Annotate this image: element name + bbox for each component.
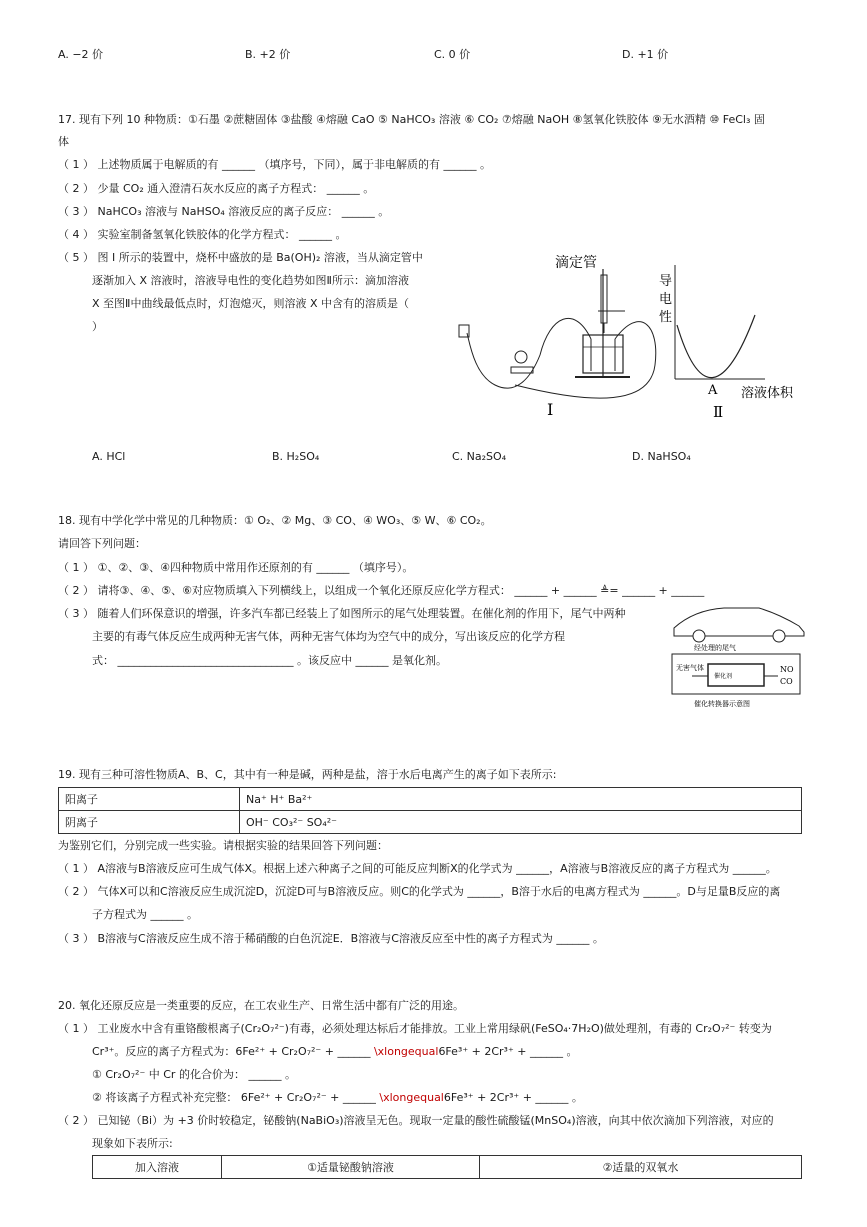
graph-min-label: A <box>708 383 718 398</box>
car-wheel-front-icon <box>693 630 705 642</box>
q17-stem-line1: 17. 现有下列 10 种物质：①石墨 ②蔗糖固体 ③盐酸 ④熔融 CaO ⑤ NaHCO₃ 溶液 ⑥ CO₂ ⑦熔融 NaOH ⑧氢氧化铁胶体 ⑨无水酒精 ⑩ FeCl₃ 固 <box>58 113 765 126</box>
q20-part1-line2-a: Cr³⁺。反应的离子方程式为：6Fe²⁺ + Cr₂O₇²⁻ + ______ <box>92 1045 371 1058</box>
converter-caption: 催化转换器示意图 <box>694 700 750 708</box>
q17-part1: （ 1 ） 上述物质属于电解质的有 ______ （填序号，下同），属于非电解质的有 ______ 。 <box>58 158 491 171</box>
q20-sub2-a: ② 将该离子方程式补充完整： 6Fe²⁺ + Cr₂O₇²⁻ + ______ <box>92 1091 376 1104</box>
q17-part4: （ 4 ） 实验室制备氢氧化铁胶体的化学方程式： ______ 。 <box>58 228 347 241</box>
co-label: CO <box>780 677 793 686</box>
q20-part1-line2-red: \xlongequal <box>373 1045 439 1058</box>
q17-stem-line2: 体 <box>58 135 69 148</box>
q19-stem: 19. 现有三种可溶性物质A、B、C，其中有一种是碱，两种是盐，溶于水后电离产生的离子如下表所示: <box>58 768 557 781</box>
q17-part5-line2: 逐渐加入 X 溶液时，溶液导电性的变化趋势如图Ⅱ所示：滴加溶液 <box>92 274 409 287</box>
car-body-icon <box>674 608 804 636</box>
q18-converter-figure <box>664 602 814 710</box>
q17-part5-line3: X 至图Ⅱ中曲线最低点时，灯泡熄灭，则溶液 X 中含有的溶质是（ <box>92 297 409 310</box>
q18-part3-line3: 式： ________________________________ 。该反应中 ______ 是氧化剂。 <box>92 654 447 667</box>
table-cell: OH⁻ CO₃²⁻ SO₄²⁻ <box>240 811 802 834</box>
q19-part3: （ 3 ） B溶液与C溶液反应生成不溶于稀硝酸的白色沉淀E．B溶液与C溶液反应至中性的离子方程式为 ______ 。 <box>58 932 604 945</box>
exhaust-label: 经处理的尾气 <box>694 644 736 652</box>
wire-right <box>515 322 656 398</box>
q20-part2-line2: 现象如下表所示: <box>92 1137 173 1150</box>
q16-option-a: A. −2 价 <box>58 48 104 61</box>
q16-option-b: B. +2 价 <box>245 48 291 61</box>
burette-label: 滴定管 <box>555 255 597 271</box>
q18-ask: 请回答下列问题： <box>58 537 146 550</box>
q17-apparatus-figure <box>455 245 815 425</box>
catalyst-label: 催化剂 <box>714 673 733 680</box>
graph-ylabel-1: 导 <box>659 274 673 289</box>
q20-sub2-b: 6Fe³⁺ + 2Cr³⁺ + ______ 。 <box>443 1091 583 1104</box>
q16-option-c: C. 0 价 <box>434 48 471 61</box>
q17-part2: （ 2 ） 少量 CO₂ 通入澄清石灰水反应的离子方程式： ______ 。 <box>58 182 375 195</box>
bulb-icon <box>515 351 527 363</box>
q17-part3: （ 3 ） NaHCO₃ 溶液与 NaHSO₄ 溶液反应的离子反应： ______ 。 <box>58 205 390 218</box>
car-wheel-rear-icon <box>773 630 785 642</box>
wire-left <box>467 318 591 388</box>
burette <box>601 275 607 323</box>
q19-part1: （ 1 ） A溶液与B溶液反应可生成气体X。根据上述六种离子之间的可能反应判断X的化学式为 ______，A溶液与B溶液反应的离子方程式为 ______。 <box>58 862 777 875</box>
fig2-label: Ⅱ <box>713 403 724 421</box>
q20-stem: 20. 氧化还原反应是一类重要的反应，在工农业生产、日常生活中都有广泛的用途。 <box>58 999 464 1012</box>
q20-part1-line1: （ 1 ） 工业废水中含有重铬酸根离子(Cr₂O₇²⁻)有毒，必须处理达标后才能排放。工业上常用绿矾(FeSO₄·7H₂O)做处理剂，有毒的 Cr₂O₇²⁻ 转变为 <box>58 1022 772 1035</box>
no-label: NO <box>780 665 794 674</box>
table-row <box>59 811 802 834</box>
q18-stem: 18. 现有中学化学中常见的几种物质：① O₂、② Mg、③ CO、④ WO₃、⑤ W、⑥ CO₂。 <box>58 514 492 527</box>
q20-sub2 <box>92 1090 583 1106</box>
graph-ylabel-3: 性 <box>659 310 673 325</box>
table-cell: ②适量的双氧水 <box>480 1156 802 1179</box>
q18-part1: （ 1 ） ①、②、③、④四种物质中常用作还原剂的有 ______ （填序号）。 <box>58 561 414 574</box>
table-cell: Na⁺ H⁺ Ba²⁺ <box>240 788 802 811</box>
converter-frame <box>672 654 800 694</box>
q20-sub1: ① Cr₂O₇²⁻ 中 Cr 的化合价为： ______ 。 <box>92 1068 296 1081</box>
q20-sub2-red: \xlongequal <box>379 1091 444 1104</box>
q17-option-c: C. Na₂SO₄ <box>452 450 507 463</box>
q20-part2-line1: （ 2 ） 已知铋（Bi）为 +3 价时较稳定，铋酸钠(NaBiO₃)溶液呈无色。现取一定量的酸性硫酸锰(MnSO₄)溶液，向其中依次滴加下列溶液，对应的 <box>58 1114 774 1127</box>
q19-ion-table <box>58 787 802 834</box>
q20-part1-line2 <box>92 1044 577 1060</box>
table-row <box>59 788 802 811</box>
q19-intro: 为鉴别它们，分别完成一些实验。请根据实验的结果回答下列问题： <box>58 839 388 852</box>
q20-part1-line2-b: 6Fe³⁺ + 2Cr³⁺ + ______ 。 <box>438 1045 578 1058</box>
q17-option-a: A. HCl <box>92 450 126 463</box>
conductivity-curve <box>677 315 755 378</box>
q20-reagent-table <box>92 1155 802 1179</box>
q19-part2-line2: 子方程式为 ______ 。 <box>92 908 198 921</box>
q18-part2: （ 2 ） 请将③、④、⑤、⑥对应物质填入下列横线上，以组成一个氧化还原反应化学方程式： ______ + ______ ≜= ______ + ______ <box>58 584 705 597</box>
q18-part3-line2: 主要的有毒气体反应生成两种无害气体，两种无害气体均为空气中的成分，写出该反应的化学方程 <box>92 630 565 643</box>
q17-option-d: D. NaHSO₄ <box>632 450 691 463</box>
q17-part5-line4: ） <box>92 320 103 333</box>
table-row <box>93 1156 802 1179</box>
q17-part5-line1: （ 5 ） 图 I 所示的装置中，烧杯中盛放的是 Ba(OH)₂ 溶液，当从滴定管中 <box>58 251 423 264</box>
table-cell: 加入溶液 <box>93 1156 222 1179</box>
table-cell: ①适量铋酸钠溶液 <box>222 1156 480 1179</box>
q19-part2-line1: （ 2 ） 气体X可以和C溶液反应生成沉淀D，沉淀D可与B溶液反应。则C的化学式为 ______，B溶于水后的电离方程式为 ______。D与足量B反应的离 <box>58 885 781 898</box>
graph-xlabel: 溶液体积 <box>741 386 794 401</box>
bulb-base <box>511 367 533 373</box>
q18-part3-line1: （ 3 ） 随着人们环保意识的增强，许多汽车都已经装上了如图所示的尾气处理装置。在催化剂的作用下，尾气中两种 <box>58 607 626 620</box>
q17-option-b: B. H₂SO₄ <box>272 450 320 463</box>
table-cell: 阴离子 <box>59 811 240 834</box>
fig1-label: I <box>547 400 554 419</box>
graph-ylabel-2: 电 <box>659 292 673 307</box>
harmless-gas-label: 无害气体 <box>676 664 704 672</box>
table-cell: 阳离子 <box>59 788 240 811</box>
q16-option-d: D. +1 价 <box>622 48 669 61</box>
